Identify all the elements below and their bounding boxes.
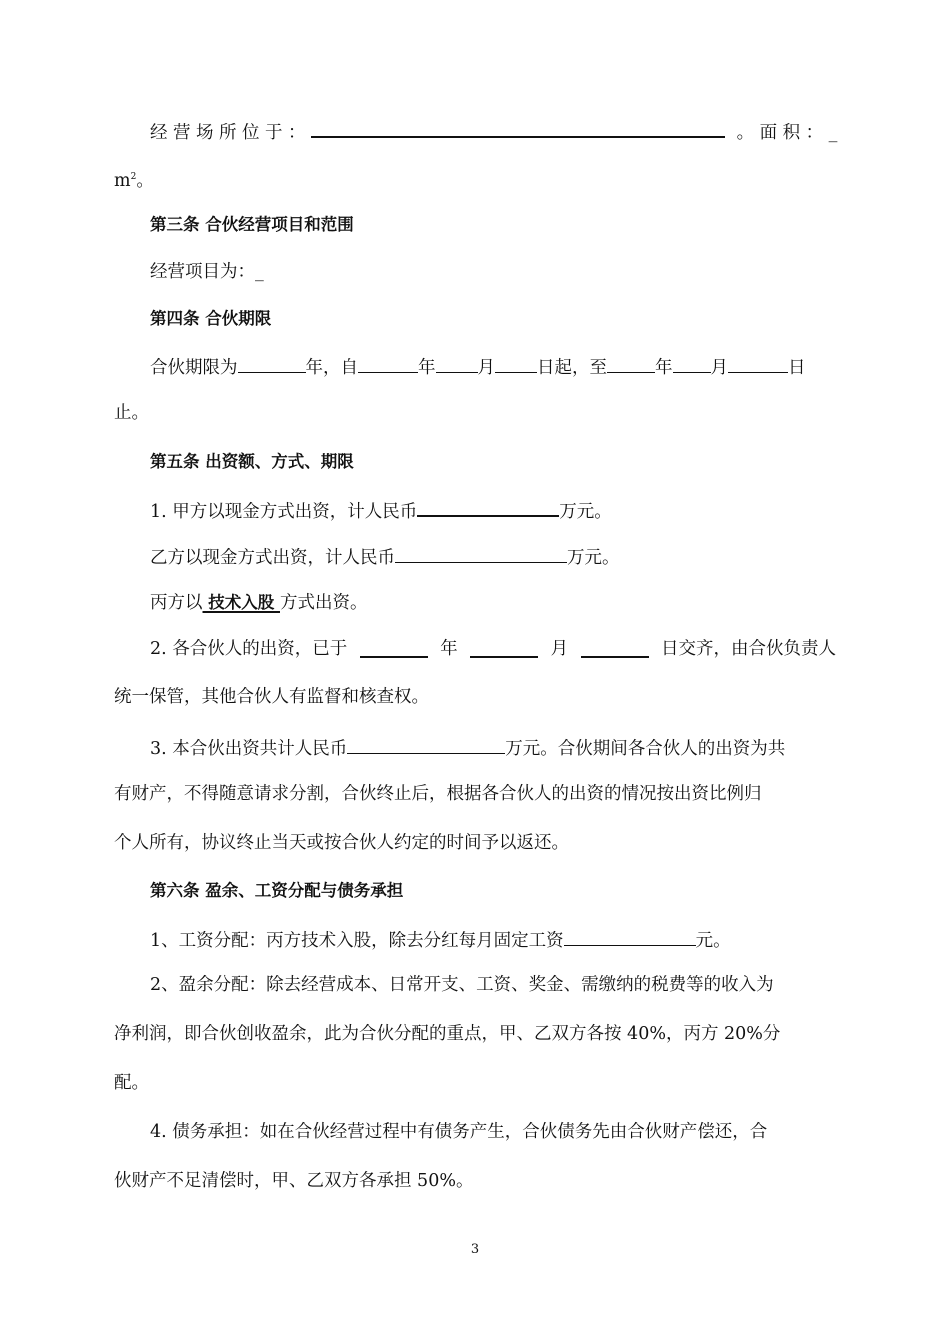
end-year-blank — [607, 352, 655, 373]
party-b-contribution: 乙方以现金方式出资，计人民币 万元。 — [150, 542, 836, 571]
area-label: 。面积： — [736, 123, 829, 143]
article-6-heading: 第六条 盈余、工资分配与债务承担 — [150, 881, 404, 900]
area-unit-sup: 2 — [130, 172, 137, 182]
start-year-blank — [358, 352, 418, 373]
party-a-amount-blank — [417, 495, 559, 517]
total-amount-blank — [347, 733, 505, 754]
party-b-amount-blank — [395, 542, 567, 563]
total-contribution-line-2: 有财产，不得随意请求分割，合伙终止后，根据各合伙人的出资的情况按出资比例归 — [114, 784, 762, 804]
end-day-blank — [728, 352, 788, 373]
area-unit: m — [114, 171, 131, 191]
party-a-contribution: 1. 甲方以现金方式出资，计人民币 万元。 — [150, 495, 836, 525]
party-c-method: 技术入股 — [202, 593, 280, 612]
area-blank: _ — [828, 123, 838, 143]
article-4-heading: 第四条 合伙期限 — [150, 309, 272, 328]
deadline-year-blank — [360, 636, 428, 658]
term-line: 合伙期限为 年，自 年 月 日起，至 年 月 日 — [150, 352, 836, 381]
term-line-end: 止。 — [114, 403, 149, 423]
page-number: 3 — [470, 1242, 480, 1257]
end-month-blank — [673, 352, 711, 373]
contribution-custody-line: 统一保管，其他合伙人有监督和核查权。 — [114, 687, 429, 707]
total-contribution-line-3: 个人所有，协议终止当天或按合伙人约定的时间予以返还。 — [114, 833, 569, 853]
debt-line-1: 4. 债务承担：如在合伙经营过程中有债务产生，合伙债务先由合伙财产偿还，合 — [150, 1122, 768, 1142]
salary-blank — [564, 925, 696, 946]
term-years-blank — [238, 352, 306, 373]
article-5-heading: 第五条 出资额、方式、期限 — [150, 452, 354, 471]
profit-line-2: 净利润，即合伙创收盈余，此为合伙分配的重点，甲、乙双方各按 40%，丙方 20%分 — [114, 1024, 781, 1044]
profit-line-3: 配。 — [114, 1073, 149, 1093]
location-label: 经营场所位于： — [150, 123, 311, 143]
area-unit-line: $m^2$。 — [114, 171, 154, 191]
start-day-blank — [495, 352, 537, 373]
start-month-blank — [436, 352, 478, 373]
profit-line-1: 2、盈余分配：除去经营成本、日常开支、工资、奖金、需缴纳的税费等的收入为 — [150, 975, 774, 995]
debt-line-2: 伙财产不足清偿时，甲、乙双方各承担 50%。 — [114, 1171, 474, 1191]
total-contribution-line: 3. 本合伙出资共计人民币 万元。合伙期间各合伙人的出资为共 — [150, 733, 836, 762]
location-line — [150, 116, 836, 146]
contribution-deadline-line: 2. 各合伙人的出资，已于 年 月 日交齐，由合伙负责人 — [150, 636, 836, 662]
article-3-heading: 第三条 合伙经营项目和范围 — [150, 215, 354, 234]
location-blank — [311, 116, 725, 138]
deadline-day-blank — [581, 636, 649, 658]
business-items-line: 经营项目为：_ — [150, 262, 264, 282]
salary-line: 1、工资分配：丙方技术入股，除去分红每月固定工资 元。 — [150, 925, 836, 954]
party-c-contribution: 丙方以 技术入股 方式出资。 — [150, 593, 368, 613]
deadline-month-blank — [470, 636, 538, 658]
